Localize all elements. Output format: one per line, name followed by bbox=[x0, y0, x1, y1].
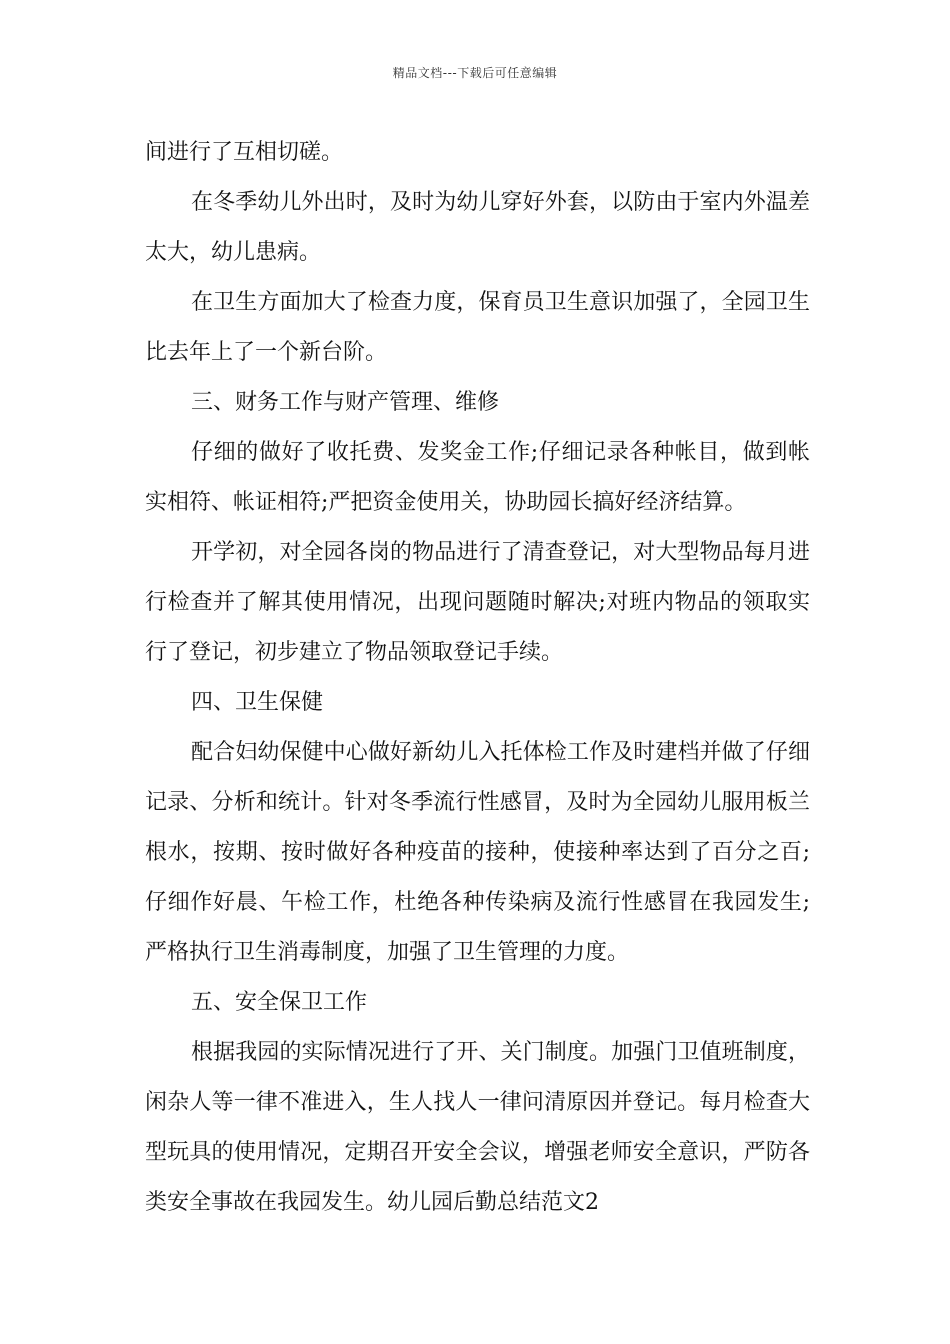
paragraph-safety: 根据我园的实际情况进行了开、关门制度。加强门卫值班制度，闲杂人等一律不准进入，生人找人一律问清原因并登记。每月检查大型玩具的使用情况，定期召开安全会议，增强老师安全意识，严防各类安全事故在我园发生。幼儿园后勤总结范文2 bbox=[145, 1040, 810, 1215]
section-heading-health: 四、卫生保健 bbox=[191, 690, 324, 715]
paragraph-health-care: 配合妇幼保健中心做好新幼儿入托体检工作及时建档并做了仔细记录、分析和统计。针对冬季流行性感冒，及时为全园幼儿服用板兰根水，按期、按时做好各种疫苗的接种，使接种率达到了百分之百;仔细作好晨、午检工作，杜绝各种传染病及流行性感冒在我园发生;严格执行卫生消毒制度，加强了卫生管理的力度。 bbox=[145, 740, 810, 965]
paragraph-winter-clothing: 在冬季幼儿外出时，及时为幼儿穿好外套，以防由于室内外温差太大，幼儿患病。 bbox=[145, 190, 810, 265]
paragraph-finance-records: 仔细的做好了收托费、发奖金工作;仔细记录各种帐目，做到帐实相符、帐证相符;严把资金使用关，协助园长搞好经济结算。 bbox=[145, 440, 810, 515]
paragraph-continuation: 间进行了互相切磋。 bbox=[145, 140, 344, 165]
paragraph-inventory: 开学初，对全园各岗的物品进行了清查登记，对大型物品每月进行检查并了解其使用情况，出现问题随时解决;对班内物品的领取实行了登记，初步建立了物品领取登记手续。 bbox=[145, 540, 810, 665]
document-body bbox=[145, 128, 810, 1228]
section-heading-safety: 五、安全保卫工作 bbox=[191, 990, 368, 1015]
paragraph-hygiene-inspection: 在卫生方面加大了检查力度，保育员卫生意识加强了，全园卫生比去年上了一个新台阶。 bbox=[145, 290, 810, 365]
page-header: 精品文档---下载后可任意编辑 bbox=[392, 66, 558, 80]
section-heading-finance: 三、财务工作与财产管理、维修 bbox=[191, 390, 500, 415]
